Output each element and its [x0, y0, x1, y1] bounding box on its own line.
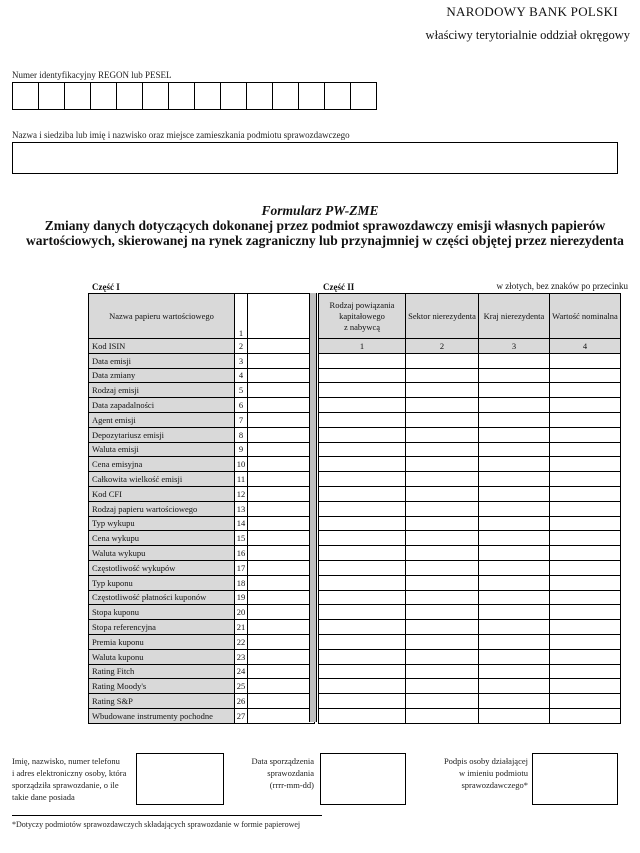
regon-digit-cell[interactable]	[39, 83, 65, 109]
row-number: 2	[235, 339, 248, 354]
part2-input-cell[interactable]	[406, 649, 479, 664]
signature-input[interactable]	[532, 753, 618, 805]
part2-input-cell[interactable]	[406, 353, 479, 368]
part2-input-cell[interactable]	[479, 442, 550, 457]
part2-input-cell[interactable]	[319, 457, 406, 472]
row-name: Rodzaj papieru wartościowego	[89, 501, 235, 516]
part2-input-cell[interactable]	[406, 516, 479, 531]
table-gap	[309, 293, 317, 722]
value-input[interactable]	[248, 560, 315, 575]
name-label: Nazwa i siedziba lub imię i nazwisko oraz miejsce zamieszkania podmiotu sprawozdawczego	[12, 130, 350, 140]
part2-input-cell[interactable]	[479, 679, 550, 694]
part1-row	[89, 531, 315, 546]
part1-row	[89, 412, 315, 427]
part2-input-cell[interactable]	[406, 457, 479, 472]
part2-row	[319, 486, 621, 501]
part1-row	[89, 398, 315, 413]
value-input[interactable]	[248, 339, 315, 354]
part1-row	[89, 501, 315, 516]
value-input[interactable]	[248, 398, 315, 413]
row-number: 13	[235, 501, 248, 516]
part2-input-cell[interactable]	[319, 679, 406, 694]
row-name: Kod CFI	[89, 486, 235, 501]
value-input[interactable]	[248, 575, 315, 590]
part2-input-cell[interactable]	[479, 486, 550, 501]
row-number: 15	[235, 531, 248, 546]
row-number: 12	[235, 486, 248, 501]
part2-row	[319, 383, 621, 398]
value-input[interactable]	[248, 546, 315, 561]
regon-digit-cell[interactable]	[91, 83, 117, 109]
part2-input-cell[interactable]	[319, 708, 406, 723]
part2-row	[319, 501, 621, 516]
col-number: 1	[319, 339, 406, 354]
part2-row	[319, 679, 621, 694]
value-input[interactable]	[248, 368, 315, 383]
part2-row	[319, 649, 621, 664]
col-number: 4	[550, 339, 621, 354]
part2-input-cell[interactable]	[550, 501, 621, 516]
person-label-line1: Imię, nazwisko, numer telefonu	[12, 756, 120, 766]
part2-table	[318, 293, 621, 724]
value-input[interactable]	[248, 457, 315, 472]
part1-row	[89, 486, 315, 501]
col-sector-header: Sektor nierezydenta	[406, 294, 479, 339]
part2-input-cell[interactable]	[406, 531, 479, 546]
value-input[interactable]	[248, 427, 315, 442]
part2-input-cell[interactable]	[550, 516, 621, 531]
part2-input-cell[interactable]	[319, 442, 406, 457]
row-name: Agent emisji	[89, 412, 235, 427]
part2-input-cell[interactable]	[406, 368, 479, 383]
date-input[interactable]	[320, 753, 406, 805]
part2-row	[319, 368, 621, 383]
row-number: 26	[235, 694, 248, 709]
part2-input-cell[interactable]	[479, 353, 550, 368]
row-number: 22	[235, 634, 248, 649]
part1-row	[89, 649, 315, 664]
value-input[interactable]	[248, 501, 315, 516]
part2-input-cell[interactable]	[319, 620, 406, 635]
signature-label-line2: w imieniu podmiotu	[459, 768, 528, 778]
row-name: Waluta wykupu	[89, 546, 235, 561]
part2-input-cell[interactable]	[550, 472, 621, 487]
row-number: 27	[235, 708, 248, 723]
part2-input-cell[interactable]	[319, 694, 406, 709]
part2-input-cell[interactable]	[479, 501, 550, 516]
date-label-line2: sprawozdania	[267, 768, 314, 778]
part2-row	[319, 575, 621, 590]
unit-note: w złotych, bez znaków po przecinku	[496, 281, 628, 291]
part2-row	[319, 708, 621, 723]
part2-input-cell[interactable]	[319, 368, 406, 383]
part1-row	[89, 339, 315, 354]
part2-row	[319, 516, 621, 531]
part2-input-cell[interactable]	[479, 516, 550, 531]
part2-row	[319, 457, 621, 472]
part2-input-cell[interactable]	[319, 472, 406, 487]
date-label	[240, 755, 314, 791]
value-input[interactable]	[248, 516, 315, 531]
value-input[interactable]	[248, 294, 315, 339]
part2-header-row	[319, 294, 621, 339]
part2-input-cell[interactable]	[406, 472, 479, 487]
person-label-line2: i adres elektroniczny osoby, która	[12, 768, 127, 778]
value-input[interactable]	[248, 649, 315, 664]
row-number: 16	[235, 546, 248, 561]
row-name: Rating S&P	[89, 694, 235, 709]
row-number: 18	[235, 575, 248, 590]
part2-input-cell[interactable]	[479, 398, 550, 413]
footnote: *Dotyczy podmiotów sprawozdawczych składających sprawozdanie w formie papierowej	[12, 820, 301, 829]
row-number: 24	[235, 664, 248, 679]
col-country-header: Kraj nierezydenta	[479, 294, 550, 339]
part1-row	[89, 575, 315, 590]
part2-input-cell[interactable]	[550, 560, 621, 575]
value-input[interactable]	[248, 664, 315, 679]
part2-input-cell[interactable]	[550, 590, 621, 605]
part2-input-cell[interactable]	[406, 664, 479, 679]
date-label-line3: (rrrr-mm-dd)	[269, 780, 314, 790]
part2-row	[319, 620, 621, 635]
part2-input-cell[interactable]	[550, 679, 621, 694]
part2-input-cell[interactable]	[406, 679, 479, 694]
part1-row	[89, 427, 315, 442]
part2-input-cell[interactable]	[319, 649, 406, 664]
part2-input-cell[interactable]	[319, 575, 406, 590]
part2-input-cell[interactable]	[319, 486, 406, 501]
regon-digit-cell[interactable]	[351, 83, 376, 109]
part2-input-cell[interactable]	[319, 605, 406, 620]
part2-input-cell[interactable]	[550, 634, 621, 649]
regon-digit-cell[interactable]	[13, 83, 39, 109]
row-name: Data emisji	[89, 353, 235, 368]
value-input[interactable]	[248, 634, 315, 649]
regon-digit-cell[interactable]	[169, 83, 195, 109]
part1-row	[89, 605, 315, 620]
part1-row	[89, 694, 315, 709]
part2-input-cell[interactable]	[550, 546, 621, 561]
part1-row	[89, 708, 315, 723]
part2-input-cell[interactable]	[550, 708, 621, 723]
person-label-line4: takie dane posiada	[12, 792, 75, 802]
part2-input-cell[interactable]	[479, 708, 550, 723]
row-number: 21	[235, 620, 248, 635]
row-name: Stopa kuponu	[89, 605, 235, 620]
col-relation-line1: Rodzaj powiązania	[329, 299, 395, 310]
part2-input-cell[interactable]	[550, 368, 621, 383]
row-number: 6	[235, 398, 248, 413]
value-input[interactable]	[248, 383, 315, 398]
part2-input-cell[interactable]	[550, 531, 621, 546]
part2-row	[319, 694, 621, 709]
value-input[interactable]	[248, 590, 315, 605]
part1-row	[89, 368, 315, 383]
row-number: 19	[235, 590, 248, 605]
row-number: 25	[235, 679, 248, 694]
row-name: Waluta emisji	[89, 442, 235, 457]
signature-label-line3: sprawozdawczego*	[461, 780, 528, 790]
regon-digit-cell[interactable]	[221, 83, 247, 109]
regon-digit-cell[interactable]	[273, 83, 299, 109]
part2-input-cell[interactable]	[406, 560, 479, 575]
row-name: Premia kuponu	[89, 634, 235, 649]
part2-input-cell[interactable]	[319, 516, 406, 531]
regon-digit-cell[interactable]	[325, 83, 351, 109]
part2-input-cell[interactable]	[406, 442, 479, 457]
person-label-line3: sporządziła sprawozdanie, o ile	[12, 780, 119, 790]
part2-row	[319, 442, 621, 457]
part2-input-cell[interactable]	[550, 620, 621, 635]
part2-input-cell[interactable]	[406, 486, 479, 501]
regon-label: Numer identyfikacyjny REGON lub PESEL	[12, 70, 172, 80]
row-number: 3	[235, 353, 248, 368]
row-name: Wbudowane instrumenty pochodne	[89, 708, 235, 723]
person-input[interactable]	[136, 753, 224, 805]
header-name-cell: Nazwa papieru wartościowego	[89, 294, 235, 339]
person-label	[12, 755, 132, 803]
part2-input-cell[interactable]	[406, 501, 479, 516]
part2-input-cell[interactable]	[479, 664, 550, 679]
part1-row	[89, 620, 315, 635]
part2-input-cell[interactable]	[479, 694, 550, 709]
part1-row	[89, 679, 315, 694]
part2-input-cell[interactable]	[550, 486, 621, 501]
row-number: 7	[235, 412, 248, 427]
part2-input-cell[interactable]	[406, 398, 479, 413]
date-label-line1: Data sporządzenia	[251, 756, 314, 766]
row-number: 5	[235, 383, 248, 398]
signature-label-line1: Podpis osoby działającej	[443, 756, 528, 766]
form-title: Formularz PW-ZME	[261, 203, 379, 218]
header-no-cell: 1	[235, 294, 248, 339]
part2-input-cell[interactable]	[319, 412, 406, 427]
row-name: Typ wykupu	[89, 516, 235, 531]
part2-input-cell[interactable]	[319, 590, 406, 605]
part2-row	[319, 590, 621, 605]
row-name: Stopa referencyjna	[89, 620, 235, 635]
regon-digit-cell[interactable]	[117, 83, 143, 109]
value-input[interactable]	[248, 442, 315, 457]
row-name: Data zmiany	[89, 368, 235, 383]
regon-input-cells[interactable]	[12, 82, 377, 110]
value-input[interactable]	[248, 531, 315, 546]
part2-input-cell[interactable]	[550, 442, 621, 457]
part1-row	[89, 442, 315, 457]
row-name: Kod ISIN	[89, 339, 235, 354]
part2-label: Część II	[323, 282, 355, 292]
row-number: 14	[235, 516, 248, 531]
row-number: 10	[235, 457, 248, 472]
part2-input-cell[interactable]	[479, 383, 550, 398]
value-input[interactable]	[248, 353, 315, 368]
value-input[interactable]	[248, 679, 315, 694]
row-name: Częstotliwość płatności kuponów	[89, 590, 235, 605]
part1-row	[89, 590, 315, 605]
part2-row	[319, 560, 621, 575]
part2-input-cell[interactable]	[406, 605, 479, 620]
part2-row	[319, 605, 621, 620]
value-input[interactable]	[248, 708, 315, 723]
part1-label: Część I	[92, 282, 120, 292]
part2-number-row	[319, 339, 621, 354]
part2-row	[319, 398, 621, 413]
row-name: Cena emisyjna	[89, 457, 235, 472]
part2-input-cell[interactable]	[550, 605, 621, 620]
part2-row	[319, 531, 621, 546]
part1-row	[89, 634, 315, 649]
regon-digit-cell[interactable]	[247, 83, 273, 109]
row-number: 4	[235, 368, 248, 383]
bank-name: NARODOWY BANK POLSKI	[446, 4, 618, 19]
name-input[interactable]	[12, 142, 618, 174]
part2-input-cell[interactable]	[550, 694, 621, 709]
part1-row	[89, 383, 315, 398]
part1-row	[89, 546, 315, 561]
part2-input-cell[interactable]	[406, 634, 479, 649]
part2-input-cell[interactable]	[406, 427, 479, 442]
regon-digit-cell[interactable]	[195, 83, 221, 109]
form-subtitle-line2: wartościowych, skierowanej na rynek zagraniczny lub przynajmniej w części objętej przez nierezydenta	[26, 233, 624, 248]
row-number: 20	[235, 605, 248, 620]
part2-input-cell[interactable]	[479, 546, 550, 561]
part2-input-cell[interactable]	[479, 605, 550, 620]
part2-input-cell[interactable]	[479, 575, 550, 590]
part2-input-cell[interactable]	[406, 708, 479, 723]
part2-row	[319, 427, 621, 442]
part2-input-cell[interactable]	[479, 427, 550, 442]
part2-input-cell[interactable]	[406, 694, 479, 709]
regon-digit-cell[interactable]	[299, 83, 325, 109]
regon-digit-cell[interactable]	[65, 83, 91, 109]
part2-input-cell[interactable]	[319, 427, 406, 442]
row-name: Typ kuponu	[89, 575, 235, 590]
value-input[interactable]	[248, 472, 315, 487]
part1-row	[89, 457, 315, 472]
part2-input-cell[interactable]	[550, 398, 621, 413]
part2-input-cell[interactable]	[406, 575, 479, 590]
row-number: 17	[235, 560, 248, 575]
branch-name: właściwy terytorialnie oddział okręgowy	[425, 28, 630, 42]
part2-input-cell[interactable]	[406, 383, 479, 398]
part2-row	[319, 664, 621, 679]
value-input[interactable]	[248, 694, 315, 709]
part2-input-cell[interactable]	[319, 546, 406, 561]
row-name: Depozytariusz emisji	[89, 427, 235, 442]
part2-row	[319, 412, 621, 427]
value-input[interactable]	[248, 412, 315, 427]
part2-input-cell[interactable]	[479, 472, 550, 487]
part2-input-cell[interactable]	[479, 368, 550, 383]
form-subtitle	[10, 218, 640, 248]
part2-row	[319, 546, 621, 561]
part2-input-cell[interactable]	[319, 353, 406, 368]
col-nominal-header: Wartość nominalna	[550, 294, 621, 339]
row-name: Rating Fitch	[89, 664, 235, 679]
row-number: 9	[235, 442, 248, 457]
col-number: 2	[406, 339, 479, 354]
part2-input-cell[interactable]	[550, 457, 621, 472]
part2-input-cell[interactable]	[550, 383, 621, 398]
part1-row	[89, 353, 315, 368]
row-number: 11	[235, 472, 248, 487]
value-input[interactable]	[248, 486, 315, 501]
part1-header-row	[89, 294, 315, 339]
part2-input-cell[interactable]	[319, 531, 406, 546]
part2-input-cell[interactable]	[406, 546, 479, 561]
col-relation-header	[319, 294, 406, 339]
part1-row	[89, 560, 315, 575]
part2-input-cell[interactable]	[406, 620, 479, 635]
row-name: Rating Moody's	[89, 679, 235, 694]
regon-digit-cell[interactable]	[143, 83, 169, 109]
col-number: 3	[479, 339, 550, 354]
part2-input-cell[interactable]	[479, 457, 550, 472]
part2-input-cell[interactable]	[319, 634, 406, 649]
part2-row	[319, 472, 621, 487]
part1-row	[89, 516, 315, 531]
row-name: Częstotliwość wykupów	[89, 560, 235, 575]
part2-input-cell[interactable]	[550, 664, 621, 679]
part1-table	[88, 293, 315, 724]
part2-input-cell[interactable]	[479, 531, 550, 546]
part2-input-cell[interactable]	[319, 664, 406, 679]
part2-input-cell[interactable]	[319, 501, 406, 516]
row-name: Całkowita wielkość emisji	[89, 472, 235, 487]
value-input[interactable]	[248, 605, 315, 620]
row-number: 23	[235, 649, 248, 664]
col-relation-line2: kapitałowego	[339, 310, 385, 321]
row-name: Data zapadalności	[89, 398, 235, 413]
part1-row	[89, 664, 315, 679]
part2-input-cell[interactable]	[479, 634, 550, 649]
row-name: Rodzaj emisji	[89, 383, 235, 398]
col-relation-line3: z nabywcą	[343, 321, 381, 332]
row-name: Cena wykupu	[89, 531, 235, 546]
part2-input-cell[interactable]	[319, 383, 406, 398]
part2-input-cell[interactable]	[479, 412, 550, 427]
part2-input-cell[interactable]	[319, 560, 406, 575]
part2-input-cell[interactable]	[479, 620, 550, 635]
footnote-divider	[12, 815, 322, 816]
part2-row	[319, 353, 621, 368]
part2-input-cell[interactable]	[550, 649, 621, 664]
form-subtitle-line1: Zmiany danych dotyczących dokonanej przez podmiot sprawozdawczy emisji własnych papierów	[44, 218, 606, 233]
part2-input-cell[interactable]	[406, 590, 479, 605]
part2-row	[319, 634, 621, 649]
value-input[interactable]	[248, 620, 315, 635]
part2-input-cell[interactable]	[550, 427, 621, 442]
part2-input-cell[interactable]	[550, 575, 621, 590]
part2-input-cell[interactable]	[319, 398, 406, 413]
row-number: 8	[235, 427, 248, 442]
part2-input-cell[interactable]	[550, 412, 621, 427]
part1-row	[89, 472, 315, 487]
part2-input-cell[interactable]	[479, 560, 550, 575]
part2-input-cell[interactable]	[479, 590, 550, 605]
part2-input-cell[interactable]	[479, 649, 550, 664]
row-name: Waluta kuponu	[89, 649, 235, 664]
part2-input-cell[interactable]	[406, 412, 479, 427]
signature-label	[430, 755, 528, 791]
part2-input-cell[interactable]	[550, 353, 621, 368]
